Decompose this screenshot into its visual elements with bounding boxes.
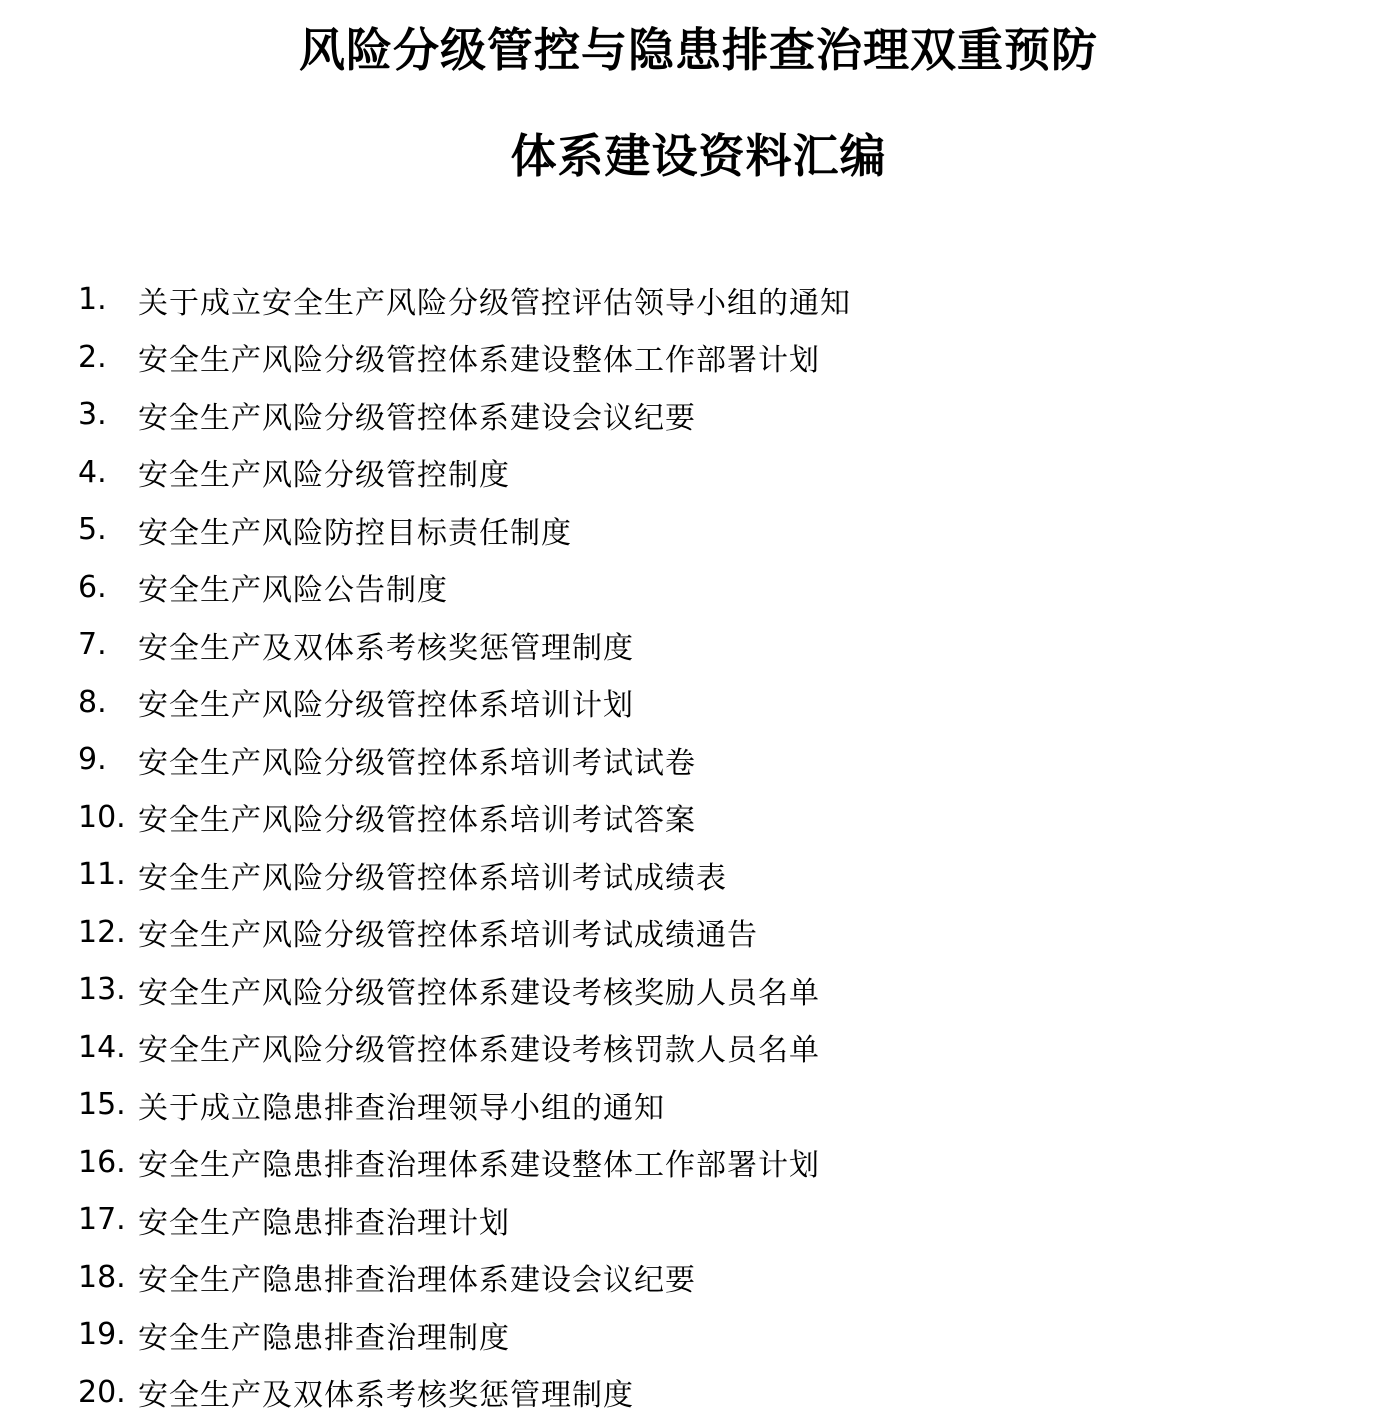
toc-item [78,501,1378,559]
toc-item-number: 20. [78,1375,138,1410]
toc-item-number: 9. [78,742,138,777]
toc-item [78,1191,1378,1249]
toc-item-text: 安全生产隐患排查治理制度 [138,1313,510,1357]
toc-item-number: 11. [78,857,138,892]
toc-item-number: 16. [78,1145,138,1180]
toc-item-text: 安全生产风险分级管控体系建设整体工作部署计划 [138,335,820,379]
toc-item-number: 1. [78,282,138,317]
toc-item-number: 17. [78,1202,138,1237]
toc-item [78,1306,1378,1364]
toc-item-text: 安全生产隐患排查治理体系建设会议纪要 [138,1255,696,1299]
toc-item-text: 安全生产及双体系考核奖惩管理制度 [138,623,634,667]
toc-item-text: 安全生产风险分级管控体系培训考试成绩表 [138,853,727,897]
toc-item-number: 19. [78,1317,138,1352]
toc-item [78,1134,1378,1192]
toc-item-number: 7. [78,627,138,662]
toc-item [78,961,1378,1019]
toc-item-number: 13. [78,972,138,1007]
toc-item-text: 关于成立隐患排查治理领导小组的通知 [138,1083,665,1127]
toc-item [78,616,1378,674]
toc-item-number: 4. [78,455,138,490]
toc-item [78,1019,1378,1077]
toc-item [78,789,1378,847]
toc-item [78,1364,1378,1421]
toc-item-text: 安全生产隐患排查治理计划 [138,1198,510,1242]
toc-item-number: 8. [78,685,138,720]
toc-item-number: 5. [78,512,138,547]
toc-item-text: 安全生产风险分级管控体系培训考试答案 [138,795,696,839]
toc-item-text: 安全生产风险分级管控体系培训考试成绩通告 [138,910,758,954]
toc-item-text: 安全生产风险防控目标责任制度 [138,508,572,552]
toc-item-text: 安全生产风险分级管控体系建设考核奖励人员名单 [138,968,820,1012]
toc-item-number: 3. [78,397,138,432]
document-title-line-2: 体系建设资料汇编 [0,128,1397,184]
toc-item-text: 安全生产风险公告制度 [138,565,448,609]
toc-item [78,444,1378,502]
toc-item-number: 12. [78,915,138,950]
toc-item-text: 安全生产风险分级管控体系培训考试试卷 [138,738,696,782]
table-of-contents [78,271,1378,1421]
toc-item [78,1249,1378,1307]
toc-item [78,386,1378,444]
toc-item-text: 安全生产风险分级管控体系培训计划 [138,680,634,724]
toc-item-number: 6. [78,570,138,605]
toc-item-text: 安全生产隐患排查治理体系建设整体工作部署计划 [138,1140,820,1184]
toc-item-number: 10. [78,800,138,835]
toc-item-text: 安全生产及双体系考核奖惩管理制度 [138,1370,634,1414]
toc-item-text: 安全生产风险分级管控制度 [138,450,510,494]
document-title-line-1: 风险分级管控与隐患排查治理双重预防 [0,22,1397,78]
toc-item-number: 14. [78,1030,138,1065]
toc-item-text: 安全生产风险分级管控体系建设考核罚款人员名单 [138,1025,820,1069]
toc-item [78,559,1378,617]
toc-item-number: 2. [78,340,138,375]
toc-item-text: 安全生产风险分级管控体系建设会议纪要 [138,393,696,437]
toc-item [78,1076,1378,1134]
toc-item-text: 关于成立安全生产风险分级管控评估领导小组的通知 [138,278,851,322]
toc-item [78,271,1378,329]
toc-item-number: 18. [78,1260,138,1295]
toc-item [78,674,1378,732]
toc-item [78,904,1378,962]
toc-item [78,731,1378,789]
toc-item [78,846,1378,904]
toc-item [78,329,1378,387]
toc-item-number: 15. [78,1087,138,1122]
